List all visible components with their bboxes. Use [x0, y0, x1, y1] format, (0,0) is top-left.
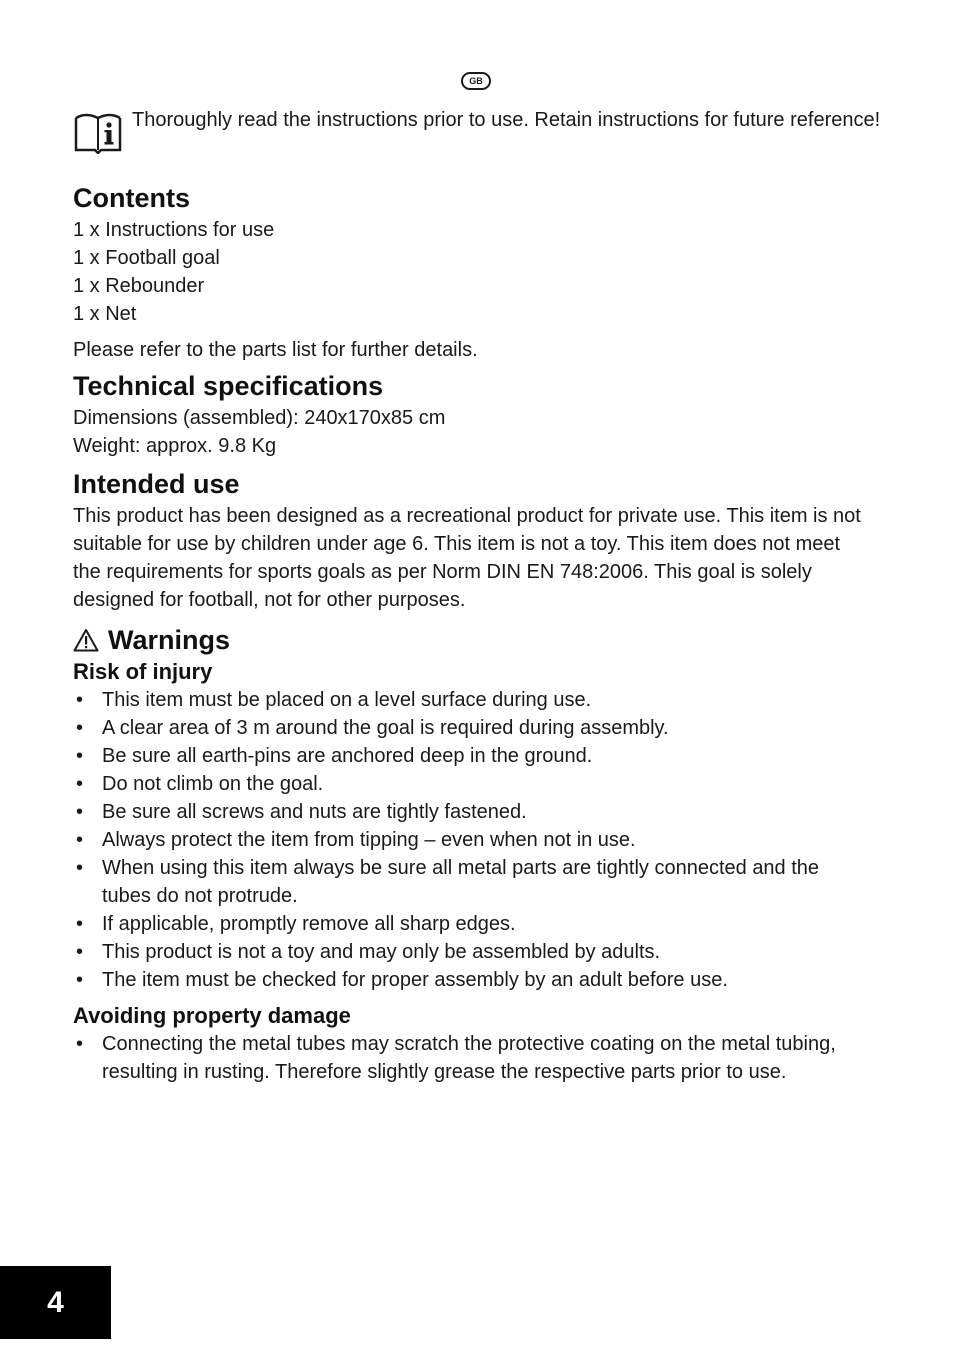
- spec-line: Weight: approx. 9.8 Kg: [73, 435, 277, 457]
- list-item: • This product is not a toy and may only be assembled by adults.: [73, 938, 873, 966]
- list-item: • Connecting the metal tubes may scratch the protective coating on the metal tubing, resulting in rusting. Therefore slightly grease the respective parts prior to use.: [73, 1030, 873, 1086]
- contents-item: 1 x Instructions for use: [73, 219, 275, 241]
- list-item: • If applicable, promptly remove all sharp edges.: [73, 910, 873, 938]
- warnings-heading: [73, 622, 873, 658]
- page-number: 4: [0, 1266, 111, 1339]
- contents-item: 1 x Net: [73, 303, 137, 325]
- specs-heading: Technical specifications: [73, 371, 384, 401]
- list-item: • Be sure all earth-pins are anchored deep in the ground.: [73, 742, 873, 770]
- intended-use-heading: Intended use: [73, 469, 240, 499]
- list-item: • This item must be placed on a level surface during use.: [73, 686, 873, 714]
- list-item: • A clear area of 3 m around the goal is required during assembly.: [73, 714, 873, 742]
- list-item: • Always protect the item from tipping – even when not in use.: [73, 826, 873, 854]
- warning-triangle-icon: [73, 628, 99, 652]
- list-item: • Do not climb on the goal.: [73, 770, 873, 798]
- notice-text: Thoroughly read the instructions prior to use. Retain instructions for future reference!: [132, 109, 881, 131]
- contents-note: Please refer to the parts list for further details.: [73, 339, 478, 361]
- list-item: • Be sure all screws and nuts are tightly fastened.: [73, 798, 873, 826]
- risk-of-injury-list: [73, 686, 873, 994]
- specs-section: [73, 368, 873, 460]
- warnings-section: [73, 622, 873, 1086]
- main-content: [73, 180, 873, 1086]
- intended-use-section: [73, 466, 873, 614]
- contents-section: [73, 180, 873, 364]
- list-item: • The item must be checked for proper assembly by an adult before use.: [73, 966, 873, 994]
- property-damage-list: [73, 1030, 873, 1086]
- contents-heading: Contents: [73, 183, 190, 213]
- contents-item: 1 x Rebounder: [73, 275, 205, 297]
- contents-item: 1 x Football goal: [73, 247, 220, 269]
- risk-of-injury-heading: Risk of injury: [73, 659, 213, 684]
- spec-line: Dimensions (assembled): 240x170x85 cm: [73, 407, 446, 429]
- list-item: • When using this item always be sure all metal parts are tightly connected and the tubes do not protrude.: [73, 854, 873, 910]
- intended-use-text: This product has been designed as a recreational product for private use. This item is not suitable for use by children under age 6. This item is not a toy. This item does not meet the requirements for sports goals as per Norm DIN EN 748:2006. This goal is solely designed for football, not for other purposes.: [73, 505, 861, 611]
- warnings-heading-text: Warnings: [108, 625, 231, 655]
- property-damage-heading: Avoiding property damage: [73, 1003, 351, 1028]
- language-badge: GB: [461, 72, 491, 90]
- book-info-icon: [73, 108, 123, 154]
